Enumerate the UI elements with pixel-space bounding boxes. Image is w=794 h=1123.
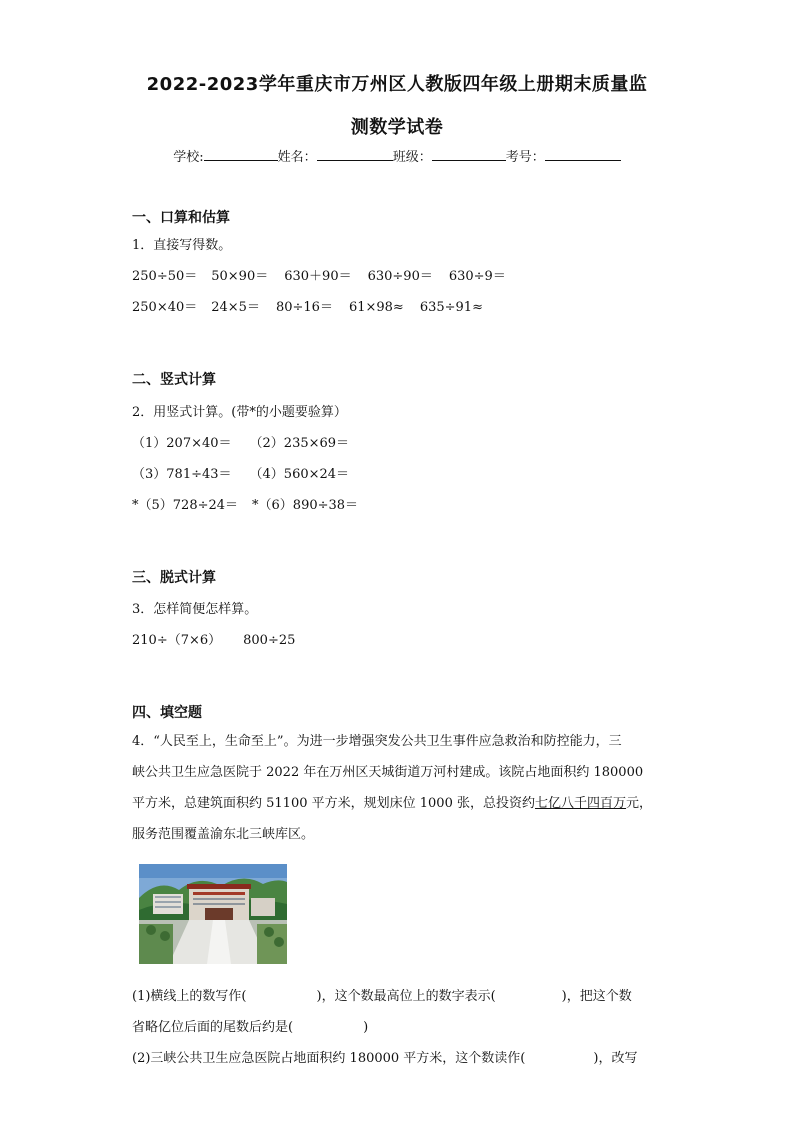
section-4-heading: 四、填空题 xyxy=(132,705,202,721)
sub-question-text: (1)横线上的数写作( xyxy=(132,989,247,1004)
calc-item: 50×90＝ xyxy=(211,269,269,284)
school-label: 学校: xyxy=(173,150,204,165)
paragraph-line: 峡公共卫生应急医院于 2022 年在万州区天城街道万河村建成。该院占地面积约 180000 xyxy=(132,765,644,780)
question-1-row2 xyxy=(132,296,483,315)
calc-item: 630＋90＝ xyxy=(284,269,352,284)
paragraph-text: 元， xyxy=(625,796,652,811)
calc-item: 61×98≈ xyxy=(348,300,404,315)
name-blank[interactable] xyxy=(317,148,393,161)
question-3-items xyxy=(132,629,295,648)
section-3-heading: 三、脱式计算 xyxy=(132,570,216,586)
exam-title-line1: 2022-2023学年重庆市万州区人教版四年级上册期末质量监 xyxy=(146,74,648,95)
calc-item: 250÷50＝ xyxy=(132,269,198,284)
section-2-heading: 二、竖式计算 xyxy=(132,372,216,388)
question-3-intro: 3．怎样简便怎样算。 xyxy=(132,602,258,617)
question-4-sub2-line1 xyxy=(132,1047,637,1066)
school-blank[interactable] xyxy=(204,148,278,161)
sub-question-text: )，把这个数 xyxy=(561,989,632,1004)
calc-item: 80÷16＝ xyxy=(275,300,333,315)
calc-item: （4）560×24＝ xyxy=(249,467,350,482)
calc-item: （1）207×40＝ xyxy=(132,436,232,451)
calc-item: （2）235×69＝ xyxy=(249,436,350,451)
class-blank[interactable] xyxy=(432,148,506,161)
question-2-row3 xyxy=(132,494,358,513)
sub-question-text: (2)三峡公共卫生应急医院占地面积约 180000 平方米，这个数读作( xyxy=(132,1051,526,1066)
underlined-number: 七亿八千四百万 xyxy=(534,796,626,811)
question-2-intro: 2．用竖式计算。(带*的小题要验算） xyxy=(132,405,347,420)
calc-item: 630÷90＝ xyxy=(367,269,433,284)
calc-item: 210÷（7×6） xyxy=(132,633,222,648)
paragraph-text: 平方米，总建筑面积约 51100 平方米，规划床位 1000 张，总投资约 xyxy=(132,796,535,811)
question-4-sub1-line2 xyxy=(132,1016,368,1035)
question-2-row2 xyxy=(132,463,349,482)
calc-item: *（6）890÷38＝ xyxy=(252,498,359,513)
question-1-intro: 1．直接写得数。 xyxy=(132,238,232,253)
exam-no-blank[interactable] xyxy=(545,148,621,161)
sub-question-text: )，改写 xyxy=(593,1051,638,1066)
paragraph-line: 服务范围覆盖渝东北三峡库区。 xyxy=(132,827,315,842)
exam-no-label: 考号： xyxy=(505,150,545,165)
question-2-row1 xyxy=(132,432,349,451)
question-1-row1 xyxy=(132,265,506,284)
class-label: 班级： xyxy=(392,150,432,165)
calc-item: （3）781÷43＝ xyxy=(132,467,232,482)
calc-item: 630÷9＝ xyxy=(448,269,506,284)
sub-question-text: ) xyxy=(363,1020,369,1035)
section-1-heading: 一、口算和估算 xyxy=(132,210,230,226)
sub-question-text: 省略亿位后面的尾数后约是( xyxy=(132,1020,294,1035)
sub-question-text: )，这个数最高位上的数字表示( xyxy=(316,989,496,1004)
student-info-row xyxy=(0,146,794,165)
paragraph-line: 4．“人民至上，生命至上”。为进一步增强突发公共卫生事件应急救治和防控能力，三 xyxy=(132,734,622,749)
calc-item: 635÷91≈ xyxy=(419,300,483,315)
question-4-paragraph xyxy=(132,726,667,850)
calc-item: 250×40＝ xyxy=(132,300,198,315)
hospital-photo xyxy=(139,864,287,964)
calc-item: 24×5＝ xyxy=(211,300,260,315)
paragraph-line xyxy=(132,788,667,819)
name-label: 姓名： xyxy=(277,150,317,165)
question-4-sub1-line1 xyxy=(132,985,632,1004)
calc-item: *（5）728÷24＝ xyxy=(132,498,239,513)
exam-title-line2: 测数学试卷 xyxy=(350,117,444,138)
calc-item: 800÷25 xyxy=(243,633,296,648)
